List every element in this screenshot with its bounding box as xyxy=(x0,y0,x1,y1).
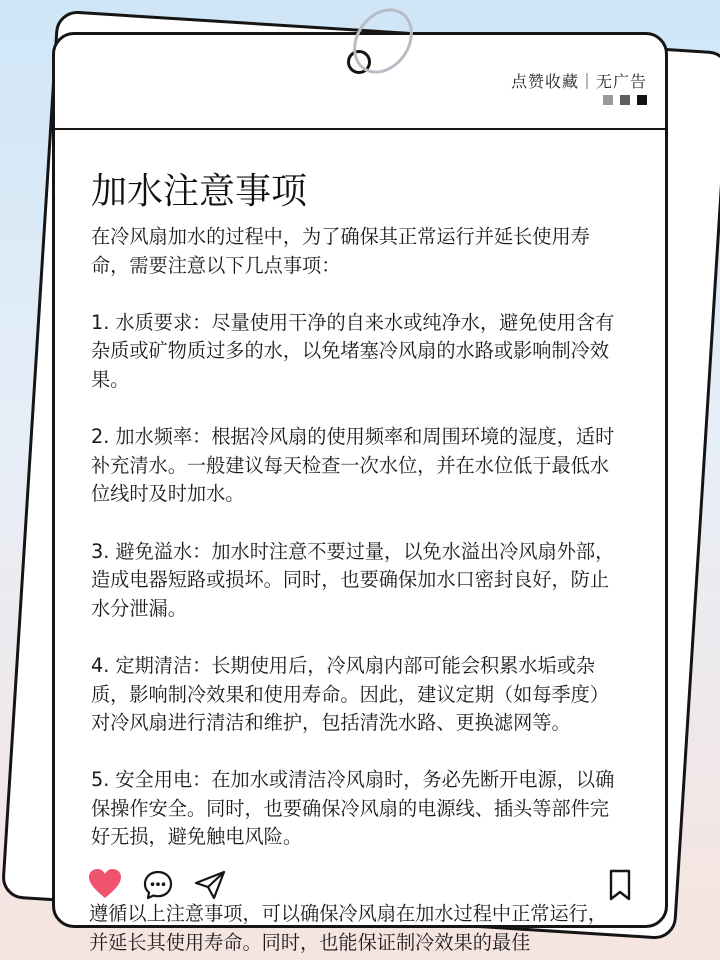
dot-1 xyxy=(603,95,613,105)
header-divider xyxy=(55,128,665,130)
paragraph-4: 4. 定期清洁：长期使用后，冷风扇内部可能会积累水垢或杂质，影响制冷效果和使用寿命。因此，建议定期（如每季度）对冷风扇进行清洁和维护，包括清洗水路、更换滤网等。 xyxy=(91,653,610,735)
paragraph-3: 3. 避免溢水：加水时注意不要过量，以免水溢出冷风扇外部，造成电器短路或损坏。同时，也要确保加水口密封良好，防止水分泄漏。 xyxy=(91,539,615,620)
dot-3 xyxy=(637,95,647,105)
dot-2 xyxy=(620,95,630,105)
note-card xyxy=(52,32,668,928)
header-tag: 点赞收藏｜无广告 xyxy=(510,72,647,91)
paragraph-intro: 在冷风扇加水的过程中，为了确保其正常运行并延长使用寿命，需要注意以下几点事项： xyxy=(91,225,590,277)
paragraph-1: 1. 水质要求：尽量使用干净的自来水或纯净水，避免使用含有杂质或矿物质过多的水，以免堵塞冷风扇的水路或影响制冷效果。 xyxy=(91,310,615,391)
paragraph-2: 2. 加水频率：根据冷风扇的使用频率和周围环境的湿度，适时补充清水。一般建议每天检查一次水位，并在水位低于最低水位线时及时加水。 xyxy=(91,425,615,506)
share-icon[interactable] xyxy=(194,870,226,900)
paragraph-conclusion: 遵循以上注意事项，可以确保冷风扇在加水过程中正常运行，并延长其使用寿命。同时，也能保证制冷效果的最佳 xyxy=(89,902,608,954)
heart-icon[interactable] xyxy=(88,868,122,900)
paragraph-5: 5. 安全用电：在加水或清洁冷风扇时，务必先断开电源，以确保操作安全。同时，也要确保冷风扇的电源线、插头等部件完好无损，避免触电风险。 xyxy=(91,768,615,849)
comment-icon[interactable] xyxy=(143,870,173,900)
article-body xyxy=(91,223,621,881)
page-title: 加水注意事项 xyxy=(91,171,308,212)
bookmark-icon[interactable] xyxy=(608,869,632,901)
dots-decoration xyxy=(603,95,647,105)
